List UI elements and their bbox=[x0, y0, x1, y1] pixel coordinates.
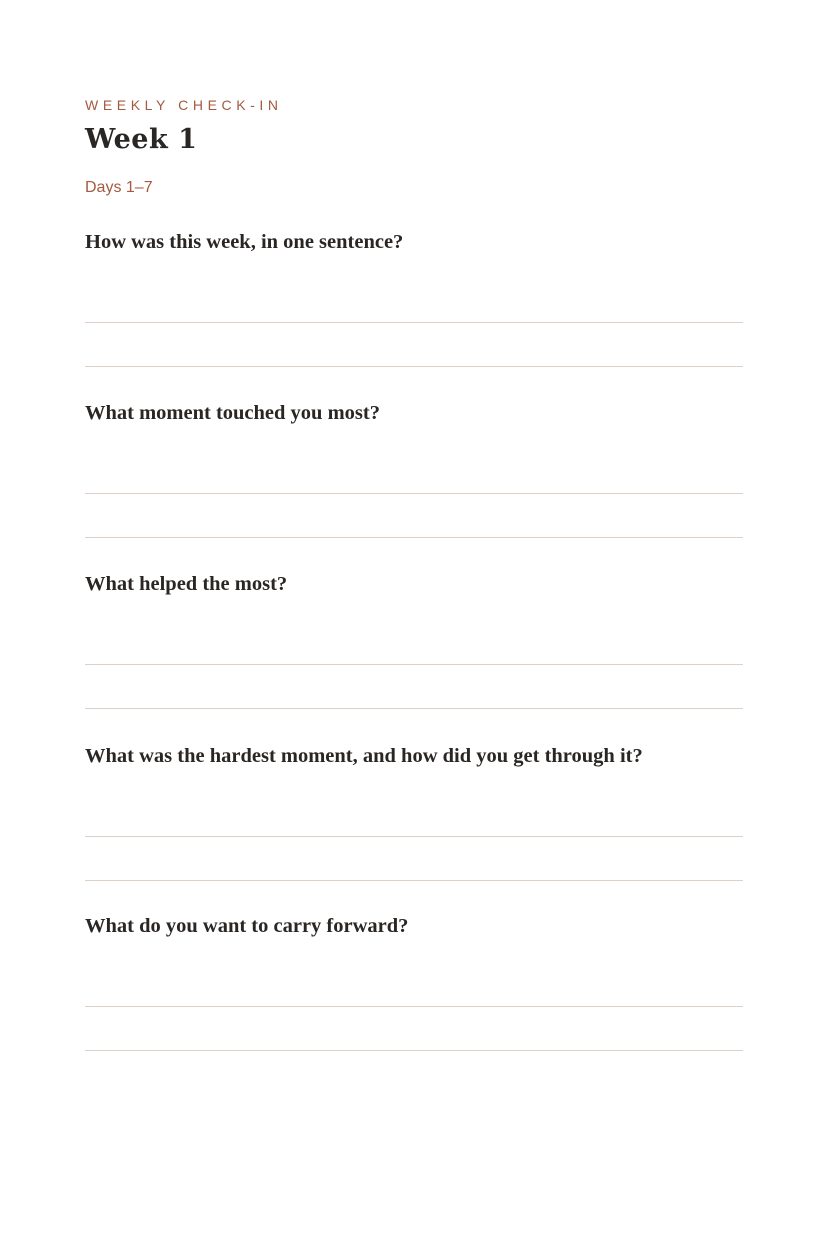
answer-line[interactable] bbox=[85, 1006, 743, 1007]
question-prompt: What do you want to carry forward? bbox=[85, 915, 409, 937]
answer-line[interactable] bbox=[85, 1050, 743, 1051]
answer-line[interactable] bbox=[85, 836, 743, 837]
question-prompt: How was this week, in one sentence? bbox=[85, 231, 404, 253]
page-eyebrow: WEEKLY CHECK-IN bbox=[85, 97, 283, 113]
page-subtitle: Days 1–7 bbox=[85, 179, 153, 196]
answer-line[interactable] bbox=[85, 664, 743, 665]
answer-line[interactable] bbox=[85, 708, 743, 709]
question-prompt: What was the hardest moment, and how did you get through it? bbox=[85, 745, 643, 767]
answer-line[interactable] bbox=[85, 366, 743, 367]
question-prompt: What helped the most? bbox=[85, 573, 288, 595]
answer-line[interactable] bbox=[85, 322, 743, 323]
page-title: Week 1 bbox=[85, 124, 198, 155]
question-prompt: What moment touched you most? bbox=[85, 402, 380, 424]
answer-line[interactable] bbox=[85, 493, 743, 494]
answer-line[interactable] bbox=[85, 880, 743, 881]
answer-line[interactable] bbox=[85, 537, 743, 538]
